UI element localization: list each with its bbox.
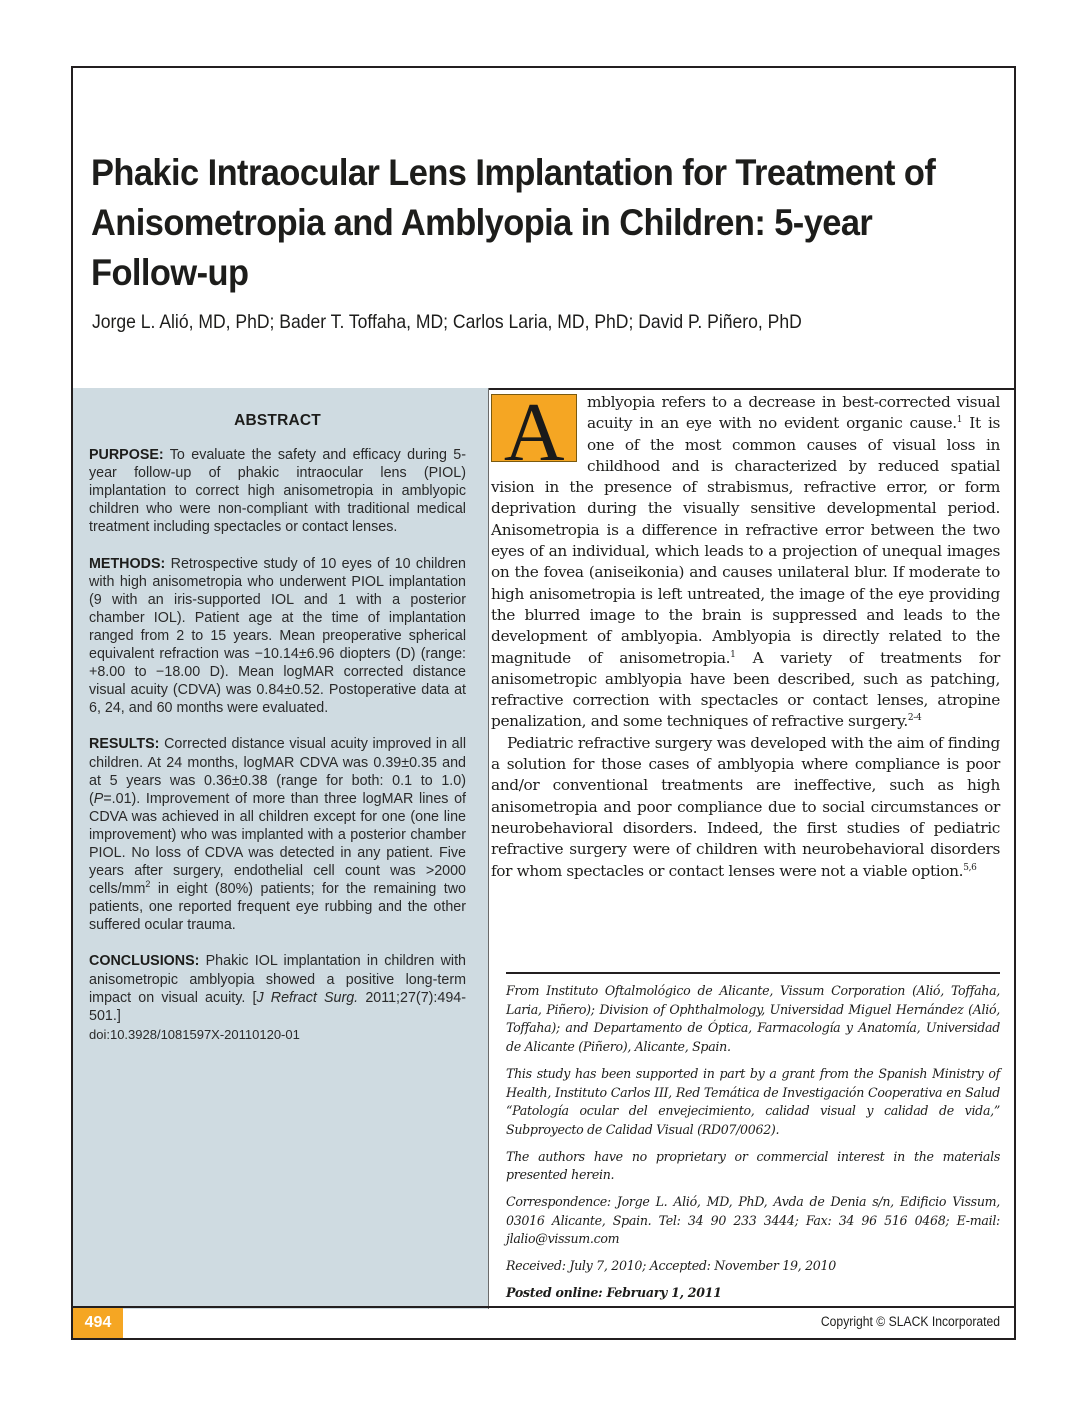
reference-link[interactable]: 1 [730, 649, 736, 660]
funding-note: This study has been supported in part by a grant from the Spanish Ministry of Health, Instituto Carlos III, Red Temática de Investigación Cooperativa en Salud “Patología ocular del envejecimiento, calidad visual y calidad de vida,” Subproyecto de Calidad Visual (RD07/0062). [506, 1065, 1000, 1137]
article-header [73, 68, 1014, 390]
affiliation-note: From Instituto Oftalmológico de Alicante, Vissum Corporation (Alió, Toffaha, Laria, Piñero); Division of Ophthalmology, Universidad Miguel Hernández (Alió, Toffaha); and Departamento de Óptica, Farmacología y Anatomía, Universidad de Alicante (Piñero), Alicante, Spain. [506, 983, 1000, 1055]
main-column [491, 388, 1014, 1309]
p-value-symbol: P [93, 790, 104, 807]
results-text-c: in eight (80%) patients; for the remaining two patients, one reported frequent eye rubbing and the other suffered ocular trauma. [89, 881, 466, 934]
disclosure-note: The authors have no proprietary or commercial interest in the materials presented herein. [506, 1148, 1000, 1183]
drop-cap: A [491, 394, 577, 462]
abstract-purpose [89, 446, 466, 536]
page-footer [73, 1306, 1014, 1338]
page-frame [71, 66, 1016, 1340]
reference-link[interactable]: 5,6 [963, 862, 977, 873]
author-list: Jorge L. Alió, MD, PhD; Bader T. Toffaha, MD; Carlos Laria, MD, PhD; David P. Piñero, PhD [92, 311, 802, 333]
journal-name: J Refract Surg. [256, 989, 359, 1006]
conclusions-label: CONCLUSIONS: [89, 953, 200, 970]
results-text-a: Corrected distance visual acuity improved in all children. At 24 months, logMAR CDVA was 0.39±0.35 and at 5 years was 0.36±0.38 (range for both: 0.1 to 1.0) ( [89, 736, 466, 807]
abstract-methods [89, 555, 466, 718]
citation: 2011;27(7):494-501.] [89, 989, 466, 1024]
correspondence-note: Correspondence: Jorge L. Alió, MD, PhD, Avda de Denia s/n, Edificio Vissum, 03016 Alicante, Spain. Tel: 34 90 233 3444; Fax: 34 96 516 0468; E-mail: jlalio@vissum.com [506, 1194, 1000, 1247]
body-text-span: Pediatric refractive surgery was developed with the aim of finding a solution for those cases of amblyopia where compliance is poor and/or conventional treatments are ineffective, such as high anisometropia and poor compliance due to social circumstances or neurobehavioral disorders. Indeed, the first studies of pediatric refractive surgery were of children with neurobehavioral disorders for whom spectacles or contact lenses were not a viable option. [491, 733, 1000, 880]
body-text [491, 386, 1001, 882]
abstract-panel [73, 388, 489, 1309]
body-text-span: A variety of treatments for anisometropic amblyopia have been described, such as patching, refractive correction with spectacles or contact lenses, atropine penalization, and some techniques of refractive surgery. [491, 648, 1001, 731]
body-paragraph [491, 733, 1000, 882]
results-label: RESULTS: [89, 736, 160, 753]
page-number: 494 [73, 1308, 123, 1338]
body-text-span: mblyopia refers to a decrease in best-corrected visual acuity in an eye with no evident organic cause. [587, 393, 1000, 433]
abstract-results [89, 735, 466, 934]
body-text-span: It is one of the most common causes of visual loss in childhood and is characterized by reduced spatial vision in the presence of strabismus, refractive error, or form deprivation during the visually sensitive developmental period. Anisometropia is a difference in refractive error between the two eyes of an individual, which leads to a projection of unequal images on the fovea (aniseikonia) and causes unilateral blur. If moderate to high anisometropia is left untreated, the image of the eye providing the blurred image to the brain is suppressed and leads to the development of amblyopia. Amblyopia is directly related to the magnitude of anisometropia. [491, 414, 1000, 667]
methods-label: METHODS: [89, 555, 166, 572]
copyright-text: Copyright © SLACK Incorporated [820, 1314, 1000, 1329]
purpose-text: To evaluate the safety and efficacy during 5-year follow-up of phakic intraocular lens (PIOL) implantation to correct high anisometropia in amblyopic children who were non-compliant with traditional medical treatment including spectacles or contact lenses. [89, 447, 466, 536]
conclusions-text: Phakic IOL implantation in children with anisometropic amblyopia showed a positive long-term impact on visual acuity. [ [89, 953, 466, 1006]
superscript: 2 [145, 879, 151, 890]
abstract-conclusions [89, 952, 466, 1024]
posted-online-note: Posted online: February 1, 2011 [506, 1284, 722, 1300]
reference-link[interactable]: 2-4 [907, 713, 922, 724]
article-title: Phakic Intraocular Lens Implantation for Treatment of Anisometropia and Amblyopia in Children: 5-year Follow-up [91, 152, 936, 293]
abstract-heading: ABSTRACT [234, 412, 321, 429]
reference-link[interactable]: 1 [956, 415, 963, 426]
purpose-label: PURPOSE: [89, 447, 164, 464]
doi-link[interactable]: doi:10.3928/1081597X-20110120-01 [89, 1026, 300, 1042]
dates-note: Received: July 7, 2010; Accepted: November 19, 2010 [506, 1258, 836, 1274]
results-text-b: =.01). Improvement of more than three logMAR lines of CDVA was achieved in all children except for one (one line improvement) who was implanted with a posterior chamber PIOL. No loss of CDVA was detected in any patient. Five years after surgery, endothelial cell count was >2000 cells/mm [89, 790, 466, 898]
methods-text: Retrospective study of 10 eyes of 10 children with high anisometropia who underwent PIOL implantation (9 with an iris-supported IOL and 1 with a posterior chamber IOL). Patient age at the time of implantation ranged from 2 to 15 years. Mean preoperative spherical equivalent refraction was −10.14±6.96 diopters (D) (range: +8.00 to −18.00 D). Mean logMAR corrected distance visual acuity (CDVA) was 0.84±0.52. Postoperative data at 6, 24, and 60 months were evaluated. [89, 555, 466, 717]
footnotes [506, 972, 1000, 1311]
